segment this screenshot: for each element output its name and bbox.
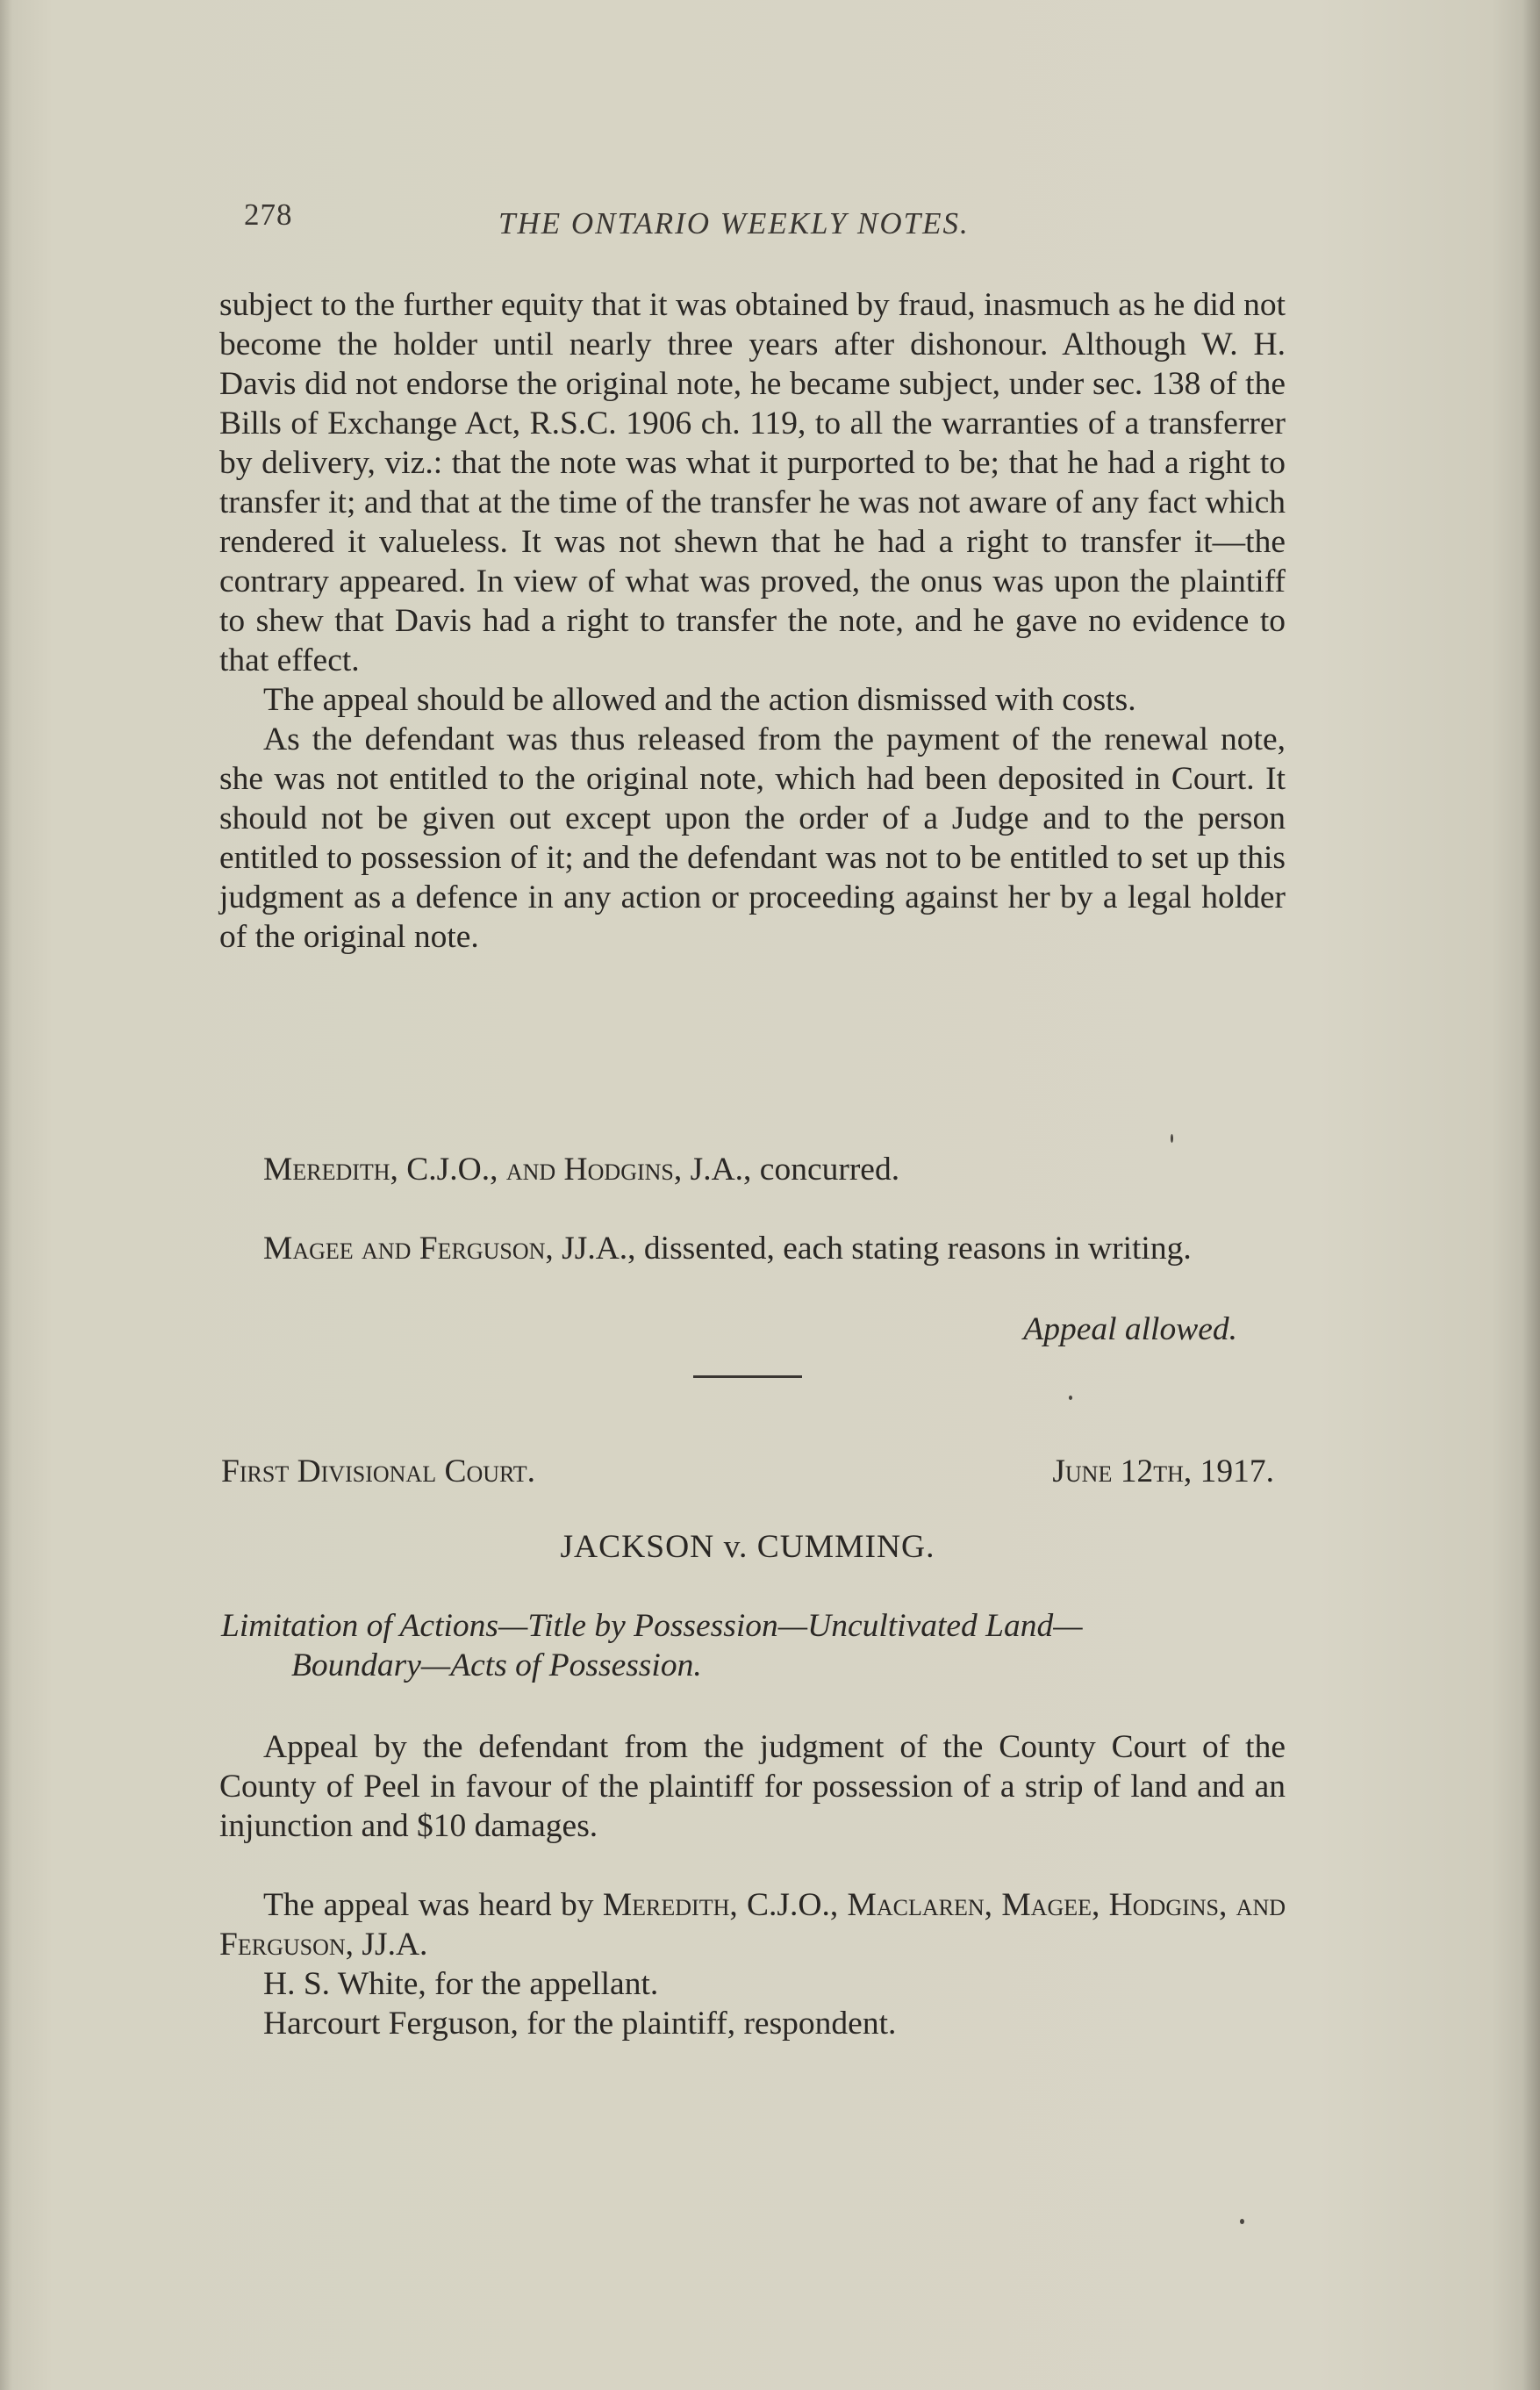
running-head (244, 197, 1288, 250)
headnote-line-2: Boundary—Acts of Possession. (291, 1647, 702, 1683)
hearing-and-counsel (219, 1885, 1286, 2043)
headnote (221, 1606, 1279, 1685)
heard-by-line: The appeal was heard by Meredith, C.J.O., Maclaren, Magee, Hodgins, and Ferguson, JJ.A. (219, 1887, 1286, 1963)
paper-speck (1069, 1396, 1072, 1400)
court-name: First Divisional Court. (221, 1453, 536, 1489)
page-edge-shadow (1522, 0, 1540, 2390)
appeal-statement (219, 1727, 1286, 1846)
running-title: THE ONTARIO WEEKLY NOTES. (498, 206, 970, 240)
concurrence (219, 1150, 1286, 1189)
page-gutter-shadow (0, 0, 12, 2390)
judgment-continuation (219, 285, 1286, 957)
paper-speck (1240, 2219, 1244, 2224)
headnote-line-1: Limitation of Actions—Title by Possession—Uncultivated Land— (221, 1608, 1083, 1644)
dissenting-judges: Magee and Ferguson, JJ.A., (263, 1231, 636, 1267)
hearing-judges: Meredith, C.J.O., Maclaren, Magee, Hodgins, and Ferguson, JJ.A. (219, 1887, 1286, 1963)
decision-date: June 12th, 1917. (1052, 1453, 1274, 1489)
result (219, 1310, 1237, 1349)
dissent-line: Magee and Ferguson, JJ.A., dissented, each stating reasons in writing. (263, 1231, 1192, 1267)
paragraph-original-note: As the defendant was thus released from the payment of the renewal note, she was not entitled to the original note, which had been deposited in Court. It should not be given out except upon the order of a Judge and to the person entitled to possession of it; and the defendant was not to be entitled to set up this judgment as a defence in any action or proceeding against her by a legal holder of the original note. (219, 721, 1286, 955)
page-number: 278 (244, 197, 293, 232)
counsel-respondent: Harcourt Ferguson, for the plaintiff, respondent. (263, 2006, 897, 2042)
concurrence-line: Meredith, C.J.O., and Hodgins, J.A., concurred. (263, 1152, 900, 1188)
result-line: Appeal allowed. (1023, 1311, 1237, 1347)
court-line (221, 1453, 1274, 1496)
appeal-text: Appeal by the defendant from the judgment of the County Court of the County of Peel in favour of the plaintiff for possession of a strip of land and an injunction and $10 damages. (219, 1729, 1286, 1844)
paragraph-warranties: subject to the further equity that it was obtained by fraud, inasmuch as he did not become the holder until nearly three years after dishonour. Although W. H. Davis did not endorse the original note, he became subject, under sec. 138 of the Bills of Exchange Act, R.S.C. 1906 ch. 119, to all the warranties of a transferrer by delivery, viz.: that the note was what it purported to be; that he had a right to transfer it; and that at the time of the transfer he was not aware of any fact which rendered it valueless. It was not shewn that he had a right to transfer it—the contrary appeared. In view of what was proved, the onus was upon the plaintiff to shew that Davis had a right to transfer the note, and he gave no evidence to that effect. (219, 287, 1286, 678)
concurring-judges: Meredith, C.J.O., and Hodgins, J.A., (263, 1152, 752, 1188)
counsel-appellant: H. S. White, for the appellant. (263, 1966, 659, 2002)
dissent (219, 1229, 1286, 1268)
case-title: JACKSON v. CUMMING. (560, 1529, 935, 1565)
paper-speck (1171, 1134, 1173, 1143)
section-divider (693, 1375, 802, 1378)
paragraph-disposition: The appeal should be allowed and the action dismissed with costs. (263, 682, 1136, 718)
